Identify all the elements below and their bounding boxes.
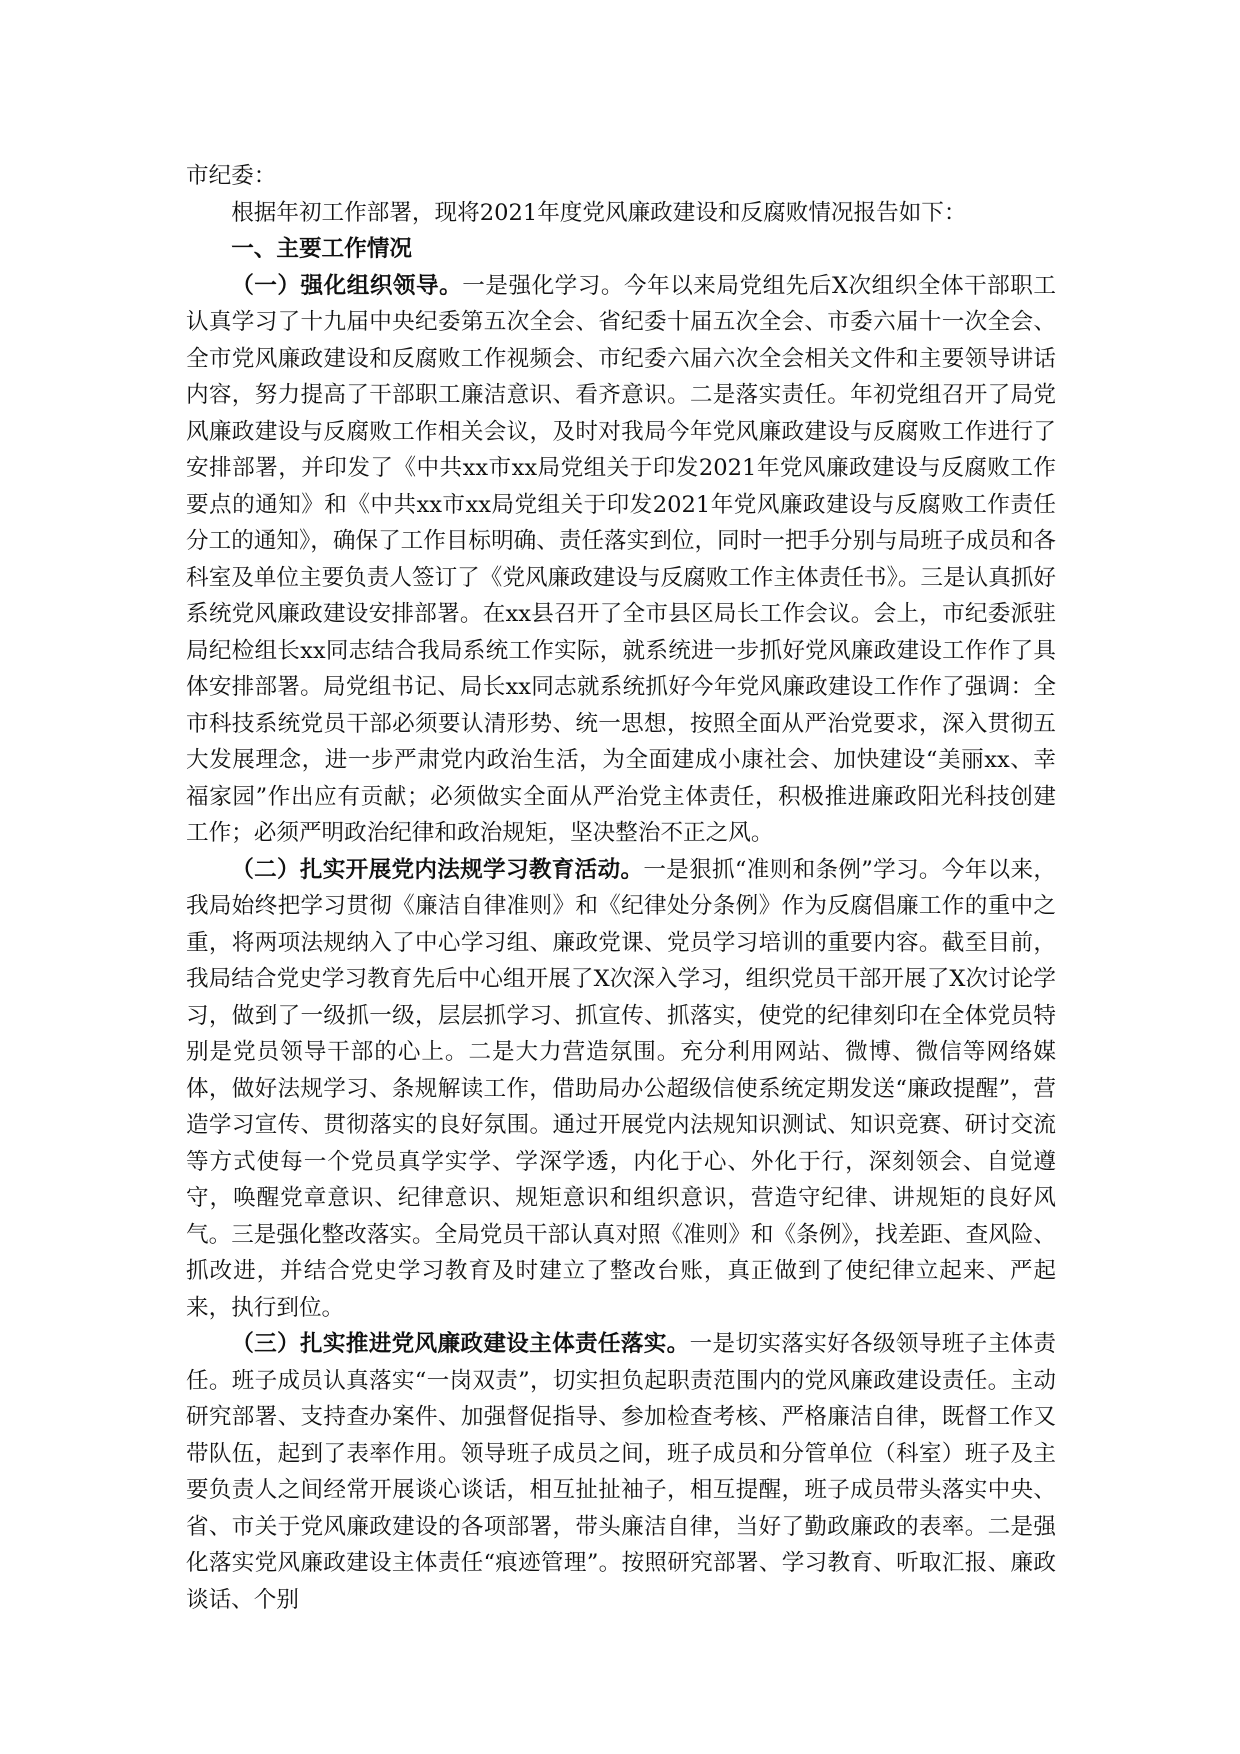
paragraph-body: 一是狠抓“准则和条例”学习。今年以来，我局始终把学习贯彻《廉洁自律准则》和《纪律处分条例》作为反腐倡廉工作的重中之重，将两项法规纳入了中心学习组、廉政党课、党员学习培训的重要内容。截至目前，我局结合党史学习教育先后中心组开展了X次深入学习，组织党员干部开展了X次讨论学习，做到了一级抓一级，层层抓学习、抓宣传、抓落实，使党的纪律刻印在全体党员特别是党员领导干部的心上。二是大力营造氛围。充分利用网站、微博、微信等网络媒体，做好法规学习、条规解读工作，借助局办公超级信使系统定期发送“廉政提醒”，营造学习宣传、贯彻落实的良好氛围。通过开展党内法规知识测试、知识竞赛、研讨交流等方式使每一个党员真学实学、学深学透，内化于心、外化于行，深刻领会、自觉遵守，唤醒党章意识、纪律意识、规矩意识和组织意识，营造守纪律、讲规矩的良好风气。三是强化整改落实。全局党员干部认真对照《准则》和《条例》，找差距、查风险、抓改进，并结合党史学习教育及时建立了整改台账，真正做到了使纪律立起来、严起来，执行到位。 [186,856,1056,1321]
intro-paragraph: 根据年初工作部署，现将2021年度党风廉政建设和反腐败情况报告如下： [231,199,967,226]
paragraph-main-responsibility [186,1326,1056,1618]
paragraph-lead: （三）扎实推进党风廉政建设主体责任落实。 [231,1331,690,1357]
salutation: 市纪委： [186,163,277,189]
paragraph-lead: （一）强化组织领导。 [231,272,463,299]
section-heading: 一、主要工作情况 [231,236,412,262]
paragraph-organization-leadership [186,268,1056,852]
paragraph-party-regulations-study [186,852,1056,1327]
paragraph-body: 一是切实落实好各级领导班子主体责任。班子成员认真落实“一岗双责”，切实担负起职责范围内的党风廉政建设责任。主动研究部署、支持查办案件、加强督促指导、参加检查考核、严格廉洁自律，既督工作又带队伍，起到了表率作用。领导班子成员之间，班子成员和分管单位（科室）班子及主要负责人之间经常开展谈心谈话，相互扯扯袖子，相互提醒，班子成员带头落实中央、省、市关于党风廉政建设的各项部署，带头廉洁自律，当好了勤政廉政的表率。二是强化落实党风廉政建设主体责任“痕迹管理”。按照研究部署、学习教育、听取汇报、廉政谈话、个别 [186,1331,1057,1613]
document-body [186,158,1056,1618]
paragraph-lead: （二）扎实开展党内法规学习教育活动。 [231,856,644,883]
paragraph-body: 一是强化学习。今年以来局党组先后X次组织全体干部职工认真学习了十九届中央纪委第五次全会、省纪委十届五次全会、市委六届十一次全会、全市党风廉政建设和反腐败工作视频会、市纪委六届六次全会相关文件和主要领导讲话内容，努力提高了干部职工廉洁意识、看齐意识。二是落实责任。年初党组召开了局党风廉政建设与反腐败工作相关会议，及时对我局今年党风廉政建设与反腐败工作进行了安排部署，并印发了《中共xx市xx局党组关于印发2021年党风廉政建设与反腐败工作要点的通知》和《中共xx市xx局党组关于印发2021年党风廉政建设与反腐败工作责任分工的通知》，确保了工作目标明确、责任落实到位，同时一把手分别与局班子成员和各科室及单位主要负责人签订了《党风廉政建设与反腐败工作主体责任书》。三是认真抓好系统党风廉政建设安排部署。在xx县召开了全市县区局长工作会议。会上，市纪委派驻局纪检组长xx同志结合我局系统工作实际，就系统进一步抓好党风廉政建设工作作了具体安排部署。局党组书记、局长xx同志就系统抓好今年党风廉政建设工作作了强调：全市科技系统党员干部必须要认清形势、统一思想，按照全面从严治党要求，深入贯彻五大发展理念，进一步严肃党内政治生活，为全面建成小康社会、加快建设“美丽xx、幸福家园”作出应有贡献；必须做实全面从严治党主体责任，积极推进廉政阳光科技创建工作；必须严明政治纪律和政治规矩，坚决整治不正之风。 [186,272,1056,846]
